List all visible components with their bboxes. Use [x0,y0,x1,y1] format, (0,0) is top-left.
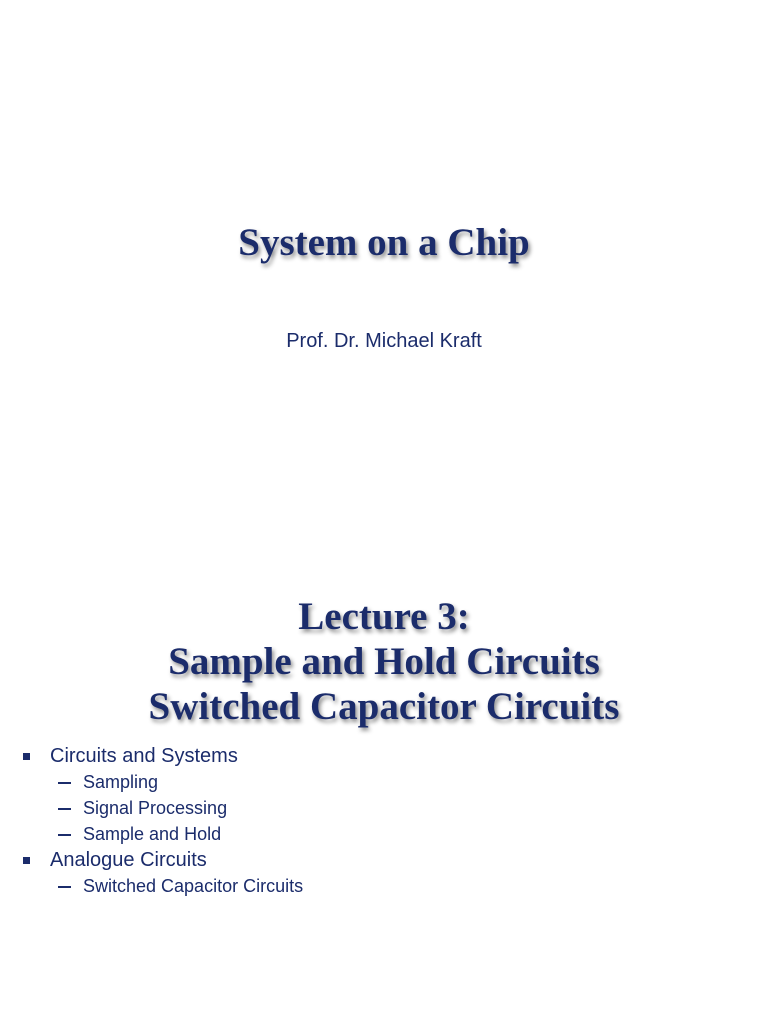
dash-bullet-icon [58,886,71,888]
outline-subitem-label: Sampling [83,772,159,792]
outline-item-analogue-circuits [0,847,768,873]
lecture-topic-2: Switched Capacitor Circuits [148,685,620,728]
outline-subitem-signal-processing [0,795,768,821]
outline-item-label: Circuits and Systems [50,745,238,767]
square-bullet-icon [23,753,30,760]
lecture-topic-1: Sample and Hold Circuits [168,640,600,683]
outline-sublist [0,873,768,899]
outline-list [0,743,768,899]
outline-subitem-label: Switched Capacitor Circuits [83,876,304,896]
outline-sublist [0,769,768,847]
outline-sublist-container [0,769,768,847]
author-name: Prof. Dr. Michael Kraft [286,330,482,352]
lecture-number: Lecture 3: [298,595,470,638]
lecture-heading [0,594,768,729]
square-bullet-icon [23,857,30,864]
dash-bullet-icon [58,834,71,836]
outline-subitem-sampling [0,769,768,795]
outline-subitem-label: Signal Processing [83,798,228,818]
outline-subitem-label: Sample and Hold [83,824,222,844]
outline-item-label: Analogue Circuits [50,849,207,871]
outline-subitem-sample-and-hold [0,821,768,847]
dash-bullet-icon [58,782,71,784]
outline-item-circuits-and-systems [0,743,768,769]
slide-title: System on a Chip [238,221,530,264]
dash-bullet-icon [58,808,71,810]
outline-sublist-container [0,873,768,899]
outline-subitem-switched-capacitor [0,873,768,899]
